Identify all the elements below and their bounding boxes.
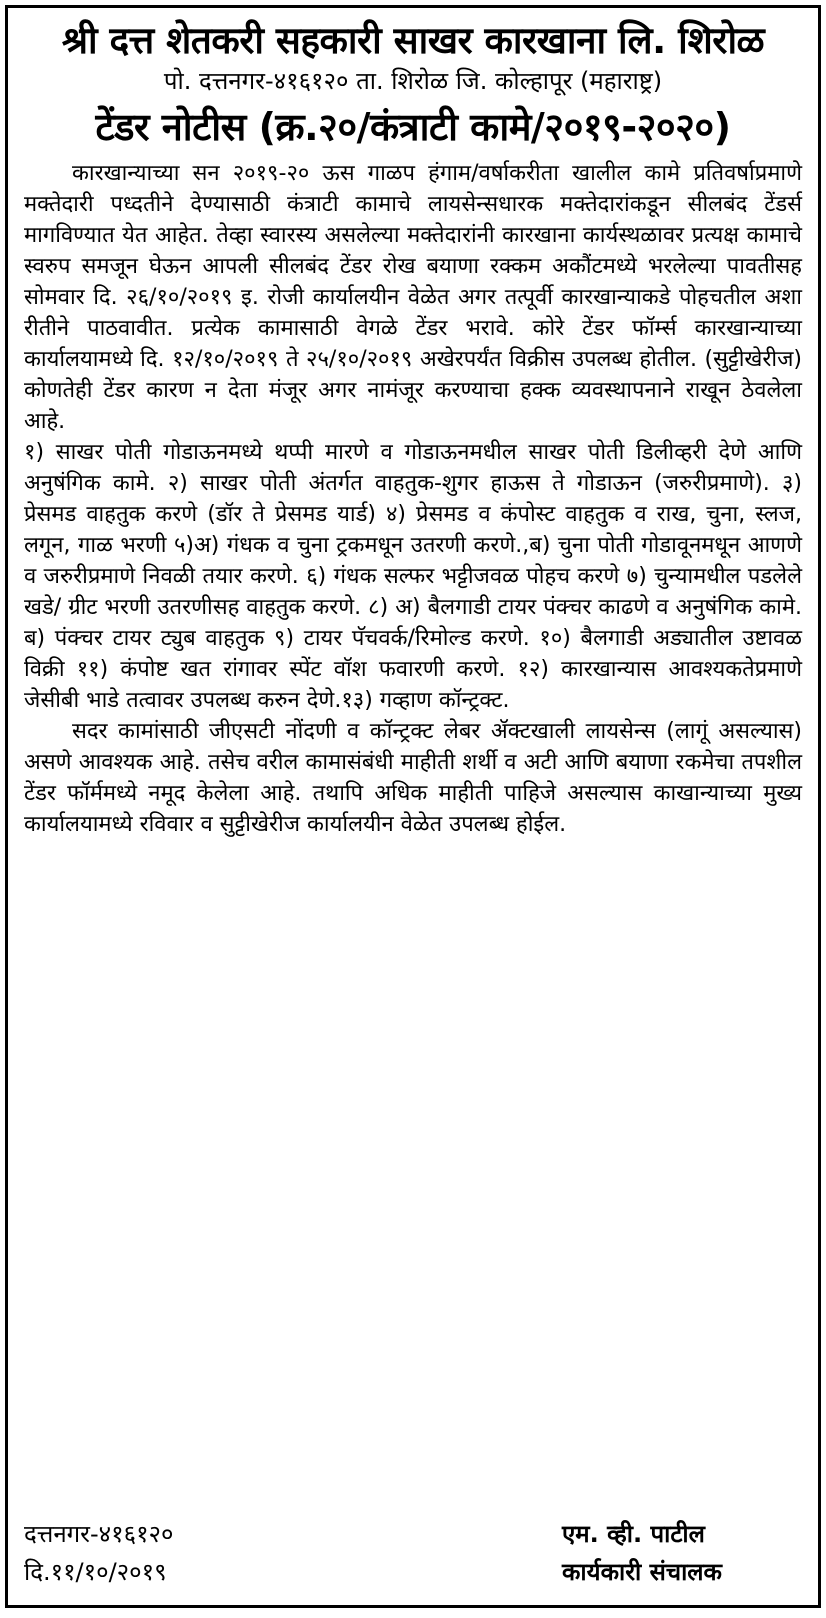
signatory-title: कार्यकारी संचालक xyxy=(562,1558,722,1586)
place-text: दत्तनगर-४१६१२० xyxy=(24,1520,174,1548)
date-text: दि.११/१०/२०१९ xyxy=(24,1558,167,1586)
intro-paragraph: कारखान्याच्या सन २०१९-२० ऊस गाळप हंगाम/वर्षाकरीता खालील कामे प्रतिवर्षाप्रमाणे मक्तेदारी पध्दतीने देण्यासाठी कंत्राटी कामाचे लायसेन्सधारक मक्तेदारांकडून सीलबंद टेंडर्स मागविण्यात येत आहेत. तेव्हा स्वारस्य असलेल्या मक्तेदारांनी कारखाना कार्यस्थळावर प्रत्यक्ष कामाचे स्वरुप समजून घेऊन आपली सीलबंद टेंडर रोख बयाणा रक्कम अकौंटमध्ये भरलेल्या पावतीसह सोमवार दि. २६/१०/२०१९ इ. रोजी कार्यालयीन वेळेत अगर तत्पूर्वी कारखान्याकडे पोहचतील अशा रीतीने पाठवावीत. प्रत्येक कामासाठी वेगळे टेंडर भरावे. कोरे टेंडर फॉर्म्स कारखान्याच्या कार्यालयामध्ये दि. १२/१०/२०१९ ते २५/१०/२०१९ अखेरपर्यंत विक्रीस उपलब्ध होतील. (सुट्टीखेरीज) कोणतेही टेंडर कारण न देता मंजूर अगर नामंजूर करण्याचा हक्क व्यवस्थापनाने राखून ठेवलेला आहे. xyxy=(24,161,802,434)
notice-title: टेंडर नोटीस (क्र.२०/कंत्राटी कामे/२०१९-२०२०) xyxy=(95,105,731,149)
factory-address: पो. दत्तनगर-४१६१२० ता. शिरोळ जि. कोल्हापूर (महाराष्ट्र) xyxy=(163,67,663,95)
signatory xyxy=(562,1515,802,1591)
place-date xyxy=(24,1515,174,1591)
signature-block xyxy=(24,1515,802,1591)
signatory-name: एम. व्ही. पाटील xyxy=(562,1520,705,1548)
tender-notice xyxy=(5,5,821,1608)
works-list-paragraph: १) साखर पोती गोडाऊनमध्ये थप्पी मारणे व गोडाऊनमधील साखर पोती डिलीव्हरी देणे आणि अनुषंगिक कामे. २) साखर पोती अंतर्गत वाहतुक-शुगर हाऊस ते गोडाऊन (जरुरीप्रमाणे). ३) प्रेसमड वाहतुक करणे (डॉर ते प्रेसमड यार्ड) ४) प्रेसमड व कंपोस्ट वाहतुक व राख, चुना, स्लज, लगून, गाळ भरणी ५)अ) गंधक व चुना ट्रकमधून उतरणी करणे.,ब) चुना पोती गोडावूनमधून आणणे व जरुरीप्रमाणे निवळी तयार करणे. ६) गंधक सल्फर भट्टीजवळ पोहच करणे ७) चुन्यामधील पडलेले खडे/ ग्रीट भरणी उतरणीसह वाहतुक करणे. ८) अ) बैलगाडी टायर पंक्चर काढणे व अनुषंगिक कामे. ब) पंक्चर टायर ट्युब वाहतुक ९) टायर पॅचवर्क/रिमोल्ड करणे. १०) बैलगाडी अड्यातील उष्टावळ विक्री ११) कंपोष्ट खत रांगावर स्पेंट वॉश फवारणी करणे. १२) कारखान्यास आवश्यकतेप्रमाणे जेसीबी भाडे तत्वावर उपलब्ध करुन देणे.१३) गव्हाण कॉन्ट्रक्ट. xyxy=(24,440,802,713)
factory-name: श्री दत्त शेतकरी सहकारी साखर कारखाना लि. शिरोळ xyxy=(61,19,765,62)
conditions-paragraph: सदर कामांसाठी जीएसटी नोंदणी व कॉन्ट्रक्ट लेबर ॲक्टखाली लायसेन्स (लागूं असल्यास) असणे आवश्यक आहे. तसेच वरील कामासंबंधी माहीती शर्थी व अटी आणि बयाणा रकमेचा तपशील टेंडर फॉर्ममध्ये नमूद केलेला आहे. तथापि अधिक माहीती पाहिजे असल्यास काखान्याच्या मुख्य कार्यालयामध्ये रविवार व सुट्टीखेरीज कार्यालयीन वेळेत उपलब्ध होईल. xyxy=(24,719,802,837)
